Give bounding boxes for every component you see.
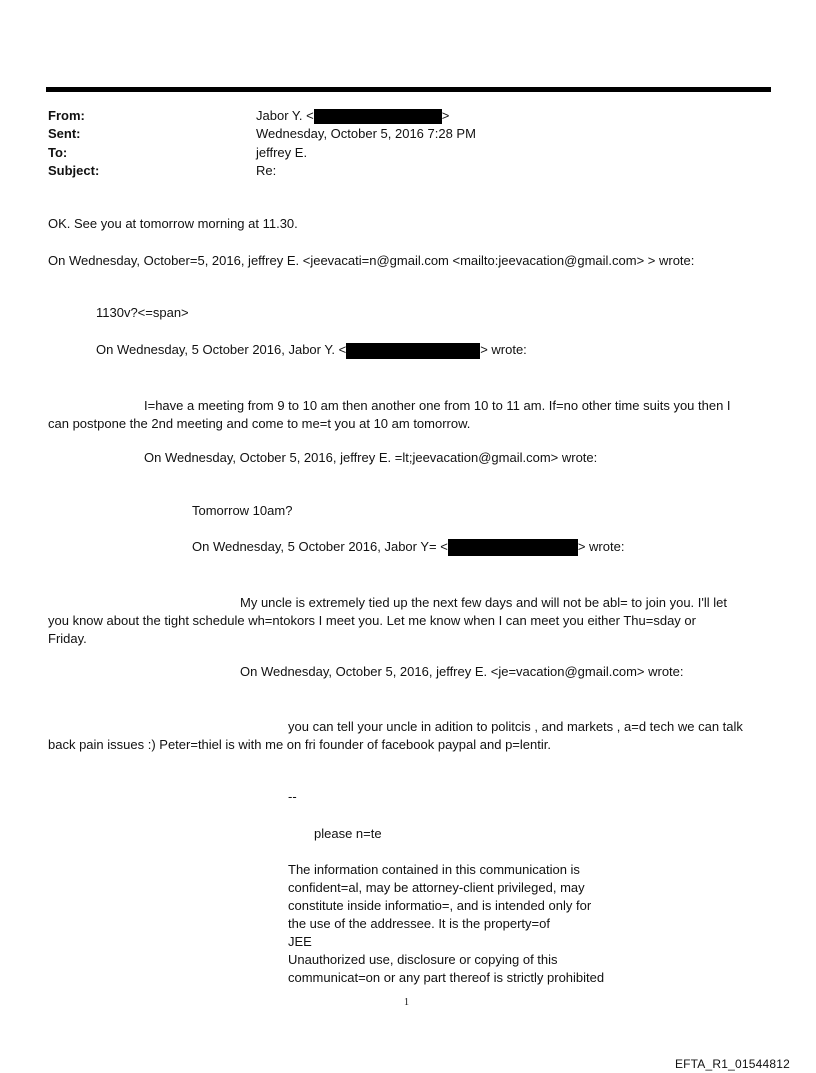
from-suffix: > bbox=[441, 108, 450, 123]
to-label: To: bbox=[48, 145, 68, 160]
quote-header-2 bbox=[96, 342, 527, 359]
disclaimer-line: communicat=on or any part thereof is strictly prohibited bbox=[288, 970, 605, 985]
redaction-box bbox=[346, 343, 480, 359]
quote-header-3: On Wednesday, October 5, 2016, jeffrey E. =lt;jeevacation@gmail.com> wrote: bbox=[144, 450, 598, 465]
please-note: please n=te bbox=[314, 826, 382, 841]
quote-header-4-prefix: On Wednesday, 5 October 2016, Jabor Y= < bbox=[192, 539, 448, 554]
quote-header-4 bbox=[192, 539, 624, 556]
redaction-box bbox=[448, 539, 578, 556]
disclaimer-line: confident=al, may be attorney-client privileged, may bbox=[288, 880, 585, 895]
disclaimer bbox=[288, 861, 648, 987]
subject-value: Re: bbox=[256, 163, 277, 178]
subject-label: Subject: bbox=[48, 163, 100, 178]
quote-header-2-suffix: > wrote: bbox=[480, 342, 527, 357]
quoted-text-4c: Friday. bbox=[48, 631, 87, 646]
quoted-text-5a: you can tell your uncle in adition to politcis , and markets , a=d tech we can talk bbox=[288, 719, 743, 734]
quote-header-2-prefix: On Wednesday, 5 October 2016, Jabor Y. < bbox=[96, 342, 347, 357]
disclaimer-line: the use of the addressee. It is the property=of bbox=[288, 916, 550, 931]
from-value bbox=[256, 107, 449, 125]
disclaimer-line: JEE bbox=[288, 934, 312, 949]
redaction-box bbox=[314, 109, 442, 124]
to-value: jeffrey E. bbox=[256, 145, 308, 160]
quote-header-4-suffix: > wrote: bbox=[577, 539, 625, 554]
reply-text: OK. See you at tomorrow morning at 11.30. bbox=[48, 216, 298, 231]
from-label: From: bbox=[48, 108, 85, 123]
quote-header-1: On Wednesday, October=5, 2016, jeffrey E. <jeevacati=n@gmail.com <mailto:jeevacation@gmail.com> > wrote: bbox=[48, 253, 695, 268]
from-name: Jabor Y. < bbox=[256, 108, 314, 123]
quote-header-5: On Wednesday, October 5, 2016, jeffrey E. <je=vacation@gmail.com> wrote: bbox=[240, 664, 684, 679]
quoted-text-1: 1130v?<=span> bbox=[96, 305, 189, 320]
signature-dash: -- bbox=[288, 789, 297, 804]
document-id: EFTA_R1_01544812 bbox=[674, 1057, 790, 1071]
quoted-text-2a: I=have a meeting from 9 to 10 am then another one from 10 to 11 am. If=no other time suits you then I bbox=[144, 398, 731, 413]
page-number: 1 bbox=[404, 997, 409, 1008]
sent-value: Wednesday, October 5, 2016 7:28 PM bbox=[256, 126, 476, 141]
header-rule bbox=[46, 87, 771, 92]
quoted-text-4a: My uncle is extremely tied up the next few days and will not be abl= to join you. I'll let bbox=[240, 595, 727, 610]
disclaimer-line: The information contained in this communication is bbox=[288, 862, 580, 877]
disclaimer-line: Unauthorized use, disclosure or copying of this bbox=[288, 952, 558, 967]
quoted-text-3: Tomorrow 10am? bbox=[192, 503, 293, 518]
quoted-text-2b: can postpone the 2nd meeting and come to me=t you at 10 am tomorrow. bbox=[48, 416, 471, 431]
sent-label: Sent: bbox=[48, 126, 81, 141]
quoted-text-4b: you know about the tight schedule wh=ntokors I meet you. Let me know when I can meet you either Thu=sday or bbox=[48, 613, 696, 628]
disclaimer-line: constitute inside informatio=, and is intended only for bbox=[288, 898, 592, 913]
quoted-text-5b: back pain issues :) Peter=thiel is with me on fri founder of facebook paypal and p=lentir. bbox=[48, 737, 551, 752]
